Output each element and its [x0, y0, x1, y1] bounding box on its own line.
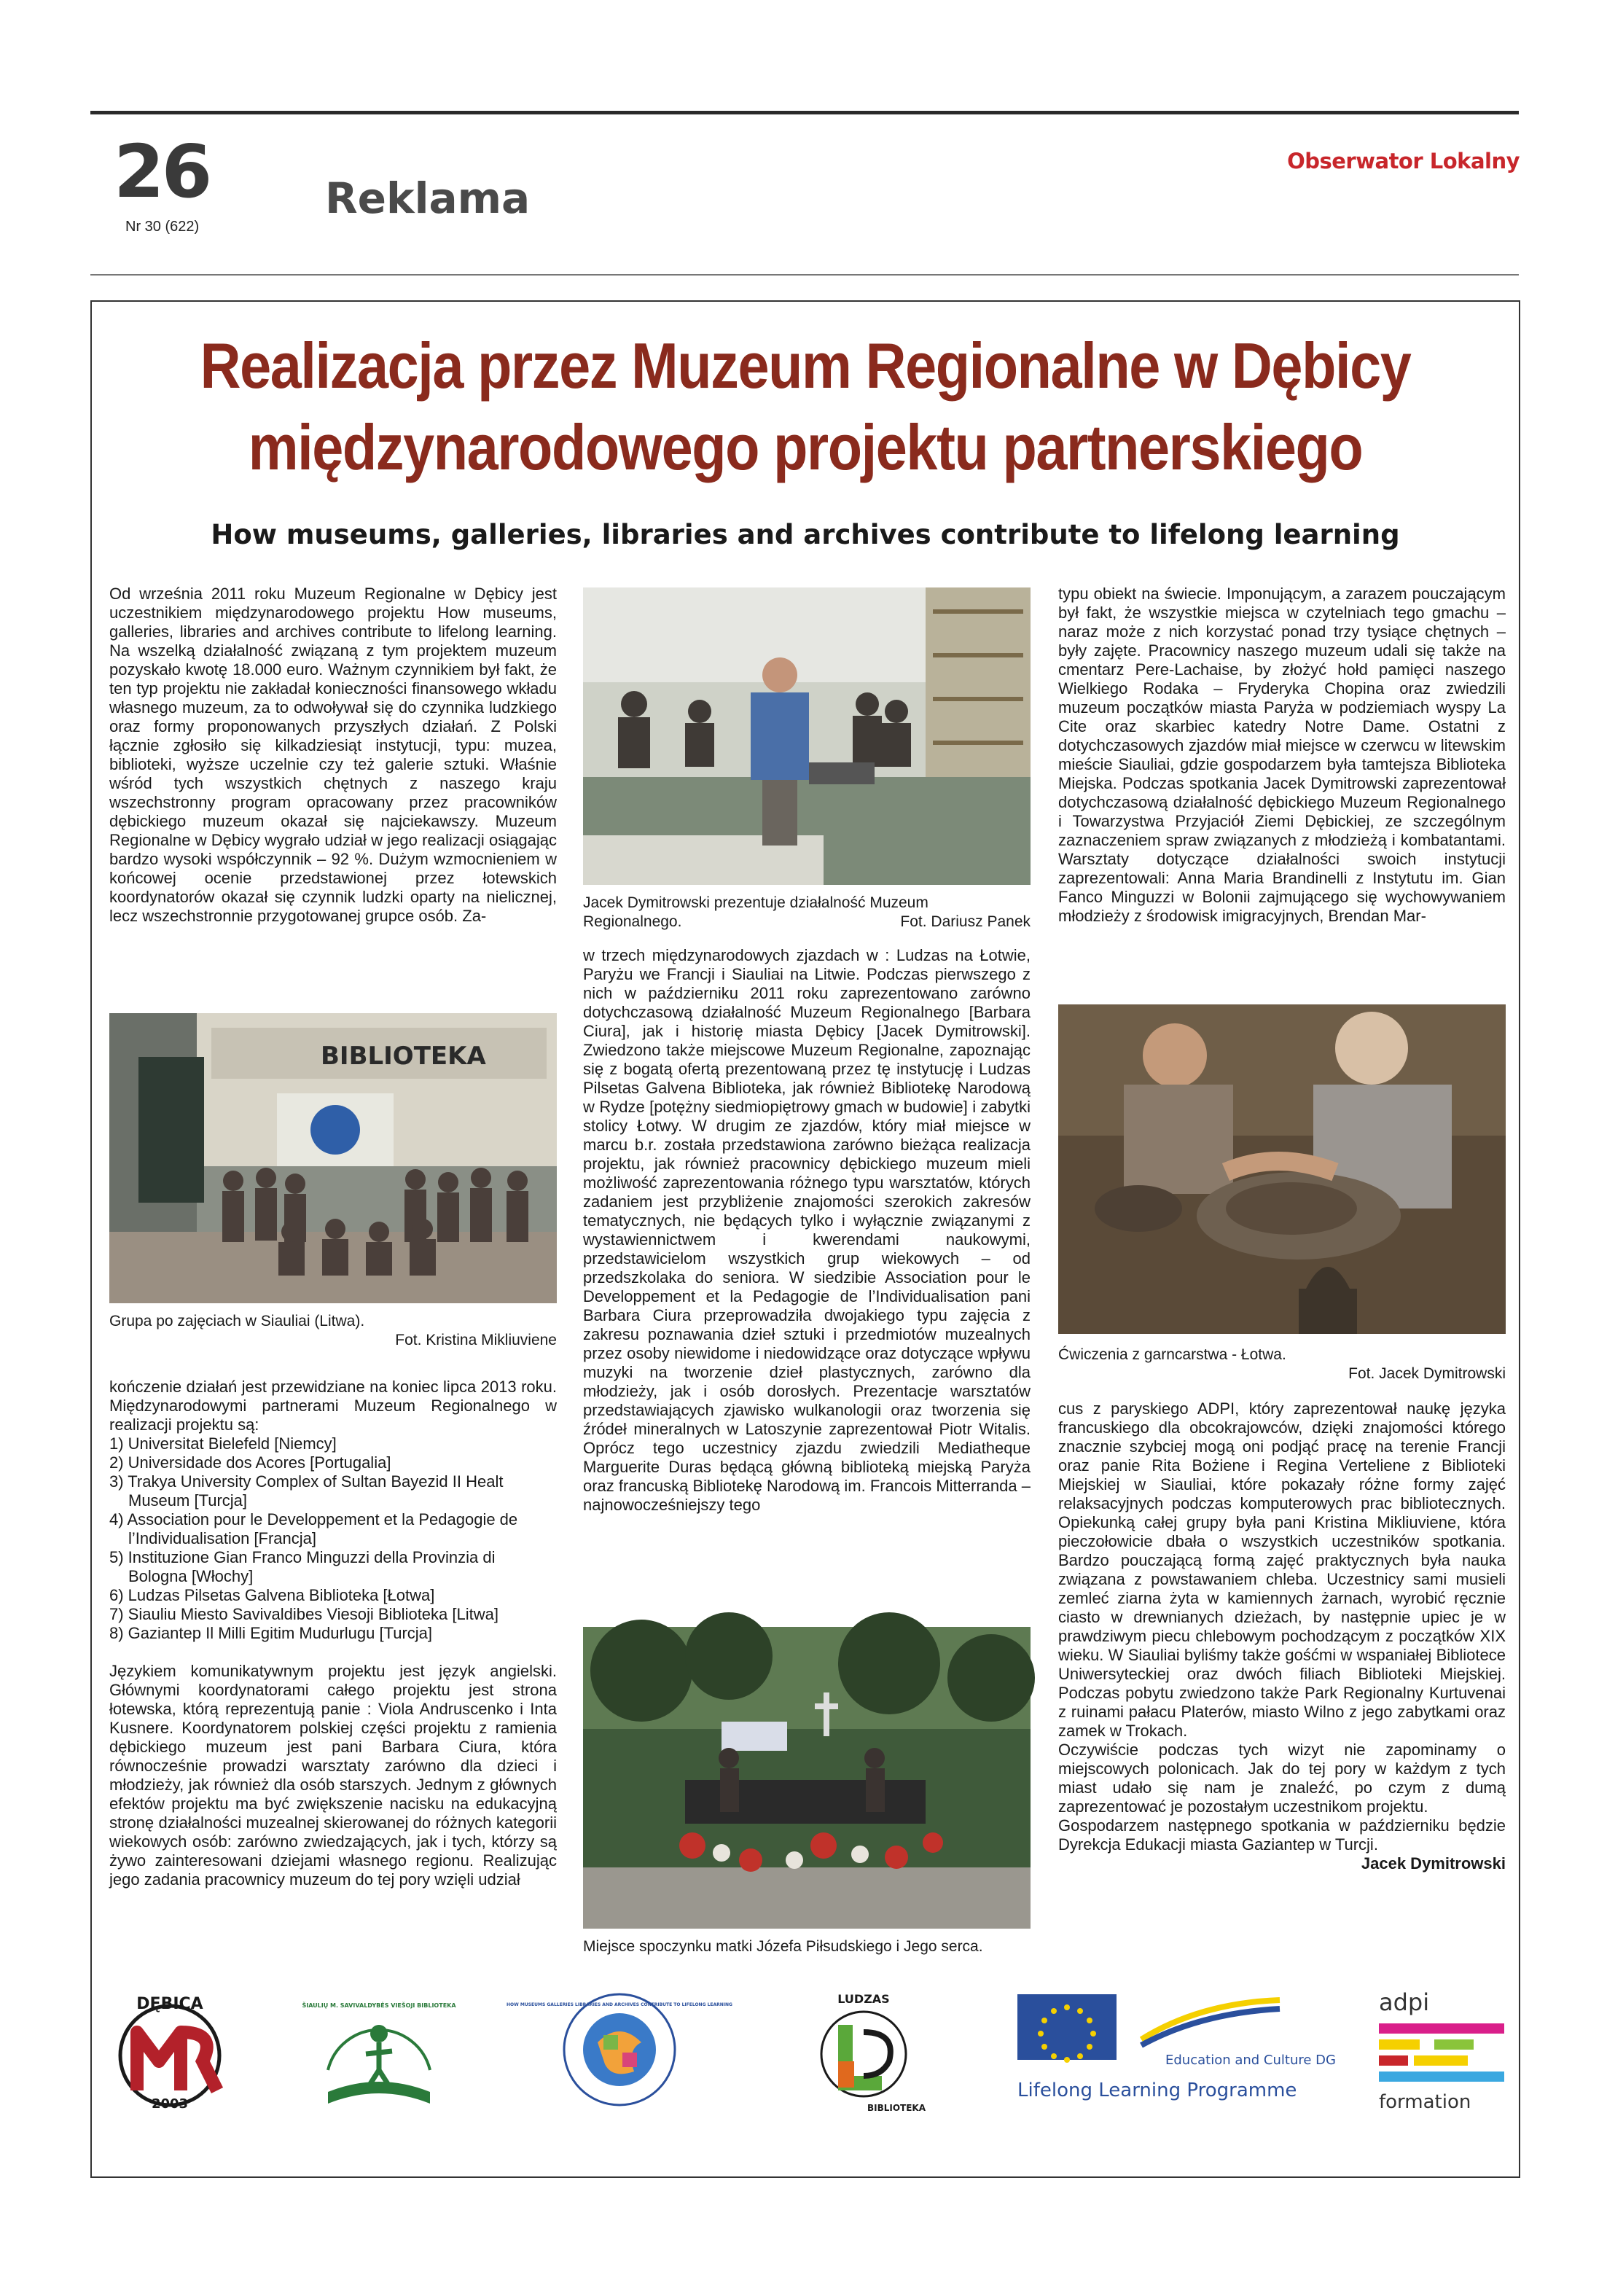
- column-2: [583, 946, 1031, 1515]
- caption-text: Jacek Dymitrowski prezentuje działalność Muzeum Regionalnego.: [583, 894, 928, 930]
- presentation-photo-caption: [583, 894, 1031, 932]
- siauliai-logo-text: ŠIAULIŲ M. SAVIVALDYBĖS VIEŠOJI BIBLIOTEKA: [302, 2002, 456, 2009]
- partner-item: 1) Universitat Bielefeld [Niemcy]: [109, 1434, 337, 1453]
- adpi-logo-bottom: formation: [1379, 2091, 1471, 2113]
- grave-photo-caption: [583, 1937, 1031, 1956]
- partner-item: 3) Trakya University Complex of Sultan Bayezid II Healt Museum [Turcja]: [109, 1472, 504, 1510]
- pottery-photo: [1058, 1004, 1506, 1334]
- issue-number: Nr 30 (622): [125, 219, 200, 235]
- paragraph: Od września 2011 roku Muzeum Regionalne w Dębicy jest uczestnikiem międzynarodowego projektu How museums, galleries, libraries and archives contribute to lifelong learning. Na wszelką działalność związaną z tym projektem muzeum pozyskało kwotę 18.000 euro. Ważnym czynnikiem był fakt, że ten typ projektu nie zakładał konieczności finansowego wkładu własnego muzeum, za to odwoływał się do czynnika ludzkiego oraz formy proponowanych przyszłych działań. Z Polski łącznie zgłosiło się kilkadziesiąt instytucji, typu: muzea, biblioteki, wyższe uczelnie czy też galerie sztuki. Właśnie wśród tych wszystkich chętnych z naszego kraju wszechstronny program opracowany przez pracowników dębickiego muzeum okazał się najciekawszy. Muzeum Regionalne w Dębicy wygrało udział w jego realizacji osiągając bardzo wysoki współczynnik – 92 %. Dużym wzmocnieniem w końcowej ocenie przedstawionej przez łotewskich koordynatorów okazał się czynnik ludzki oparty na nielicznej, lecz wszechstronnie przygotowanej grupce osób. Za-: [109, 585, 557, 925]
- partner-item: 8) Gaziantep Il Milli Egitim Mudurlugu [Turcja]: [109, 1624, 433, 1642]
- grave-photo: [583, 1627, 1031, 1929]
- ludzas-logo-bottom: BIBLIOTEKA: [867, 2103, 926, 2113]
- paragraph: Językiem komunikatywnym projektu jest język angielski. Głównymi koordynatorami całego projektu jest strona łotewska, którą reprezentują panie : Viola Andruscenko i Inta Kusnere. Koordynatorem polskiej części projektu z ramienia dębickiego muzeum jest pani Barbara Ciura, która równocześnie prowadzi warsztaty zarówno dla dzieci i młodzieży, jak również dla osób starszych. Jednym z głównych efektów projektu ma być zwiększenie nacisku na edukacyjną stronę działalności muzealnej skierowanej do różnych kategorii wiekowych osób: zarówno zwiedzających, jak i tych, którzy są żywo zainteresowani dziejami własnego regionu. Realizując jego zadania pracownicy muzeum do tej pory wzięli udział: [109, 1662, 557, 1889]
- caption-text: Miejsce spoczynku matki Józefa Piłsudskiego i Jego serca.: [583, 1938, 983, 1955]
- column-3-bottom: [1058, 1399, 1506, 1873]
- paragraph: typu obiekt na świecie. Imponującym, a zarazem pouczającym był fakt, że wszystkie miejsca w czytelniach tego gmachu – naraz może z nich korzystać ponad trzy tysiące chętnych – były zajęte. Pracownicy naszego muzeum udali się także na cmentarz Pere-Lachaise, by złożyć hołd pamięci naszego Wielkiego Rodaka – Fryderyka Chopina oraz zwiedzili muzeum początków miasta Paryża w podziemiach wyspy La Cite oraz skarbiec katedry Notre Dame. Ostatni z dotychczasowych zjazdów miał miejsce w czerwcu w litewskim mieście Siauliai, gdzie gospodarzem była tamtejsza Biblioteka Miejska. Podczas spotkania Jacek Dymitrowski zaprezentował dotychczasową działalność dębickiego Muzeum Regionalnego i Towarzystwa Przyjaciół Ziemi Dębickiej, ze szczególnym zaznaczeniem spraw związanych z młodzieżą i kombatantami. Warsztaty dotyczące działalności swoich instytucji zaprezentowali: Anna Maria Brandinelli z Instytutu im. Gian Fanco Minguzzi w Bolonii zajmującego się wychowywaniem młodzieży z środowisk imigracyjnych, Brendan Mar-: [1058, 585, 1506, 925]
- photo-credit: Fot. Dariusz Panek: [900, 913, 1031, 930]
- group-photo-caption: [109, 1312, 557, 1350]
- paragraph: cus z paryskiego ADPI, który zaprezentował naukę języka francuskiego dla obcokrajowców, dzięki znajomości którego znacznie szybciej mogą oni podjąć pracę na terenie Francji oraz panie Rita Bożiene i Regina Verteliene z Biblioteki Miejskiej w Siauliai, które pokazały różne formy zajęć relaksacyjnych podczas komputerowych prac bibliotecznych. Opiekunką całej grupy była pani Kristina Mikliuviene, która pieczołowicie dbała o wszystkich uczestników spotkania. Bardzo pouczającą formą zajęć praktycznych była nauka związana z powstawaniem chleba. Uczestnicy sami musieli zemleć ziarna żyta w kamiennych żarnach, wyrobić ręcznie ciasto w drewnianych dzieżach, by następnie upiec je w prawdziwym piecu chlebowym pochodzącym z początków XIX wieku. W Siauliai byliśmy także gośćmi w wspaniałej Bibliotece Uniwersyteckiej oraz dwóch filiach Biblioteki Miejskiej. Podczas pobytu zwiedzono także Park Regionalny Kurtuvenai z ruinami pałacu Platerów, miasto Wilno z jego zabytkami oraz zamek w Trokach.: [1058, 1399, 1506, 1740]
- presentation-photo: [583, 587, 1031, 885]
- partner-item: 6) Ludzas Pilsetas Galvena Biblioteka [Łotwa]: [109, 1586, 435, 1604]
- adpi-formation-logo: [1377, 1988, 1509, 2117]
- partner-item: 4) Association pour le Developpement et la Pedagogie de l’Individualisation [Francja]: [109, 1510, 518, 1547]
- page-number: 26: [114, 129, 210, 214]
- partner-item: 7) Siauliu Miesto Savivaldibes Viesoji Biblioteka [Litwa]: [109, 1605, 498, 1623]
- partner-item: 2) Universidade dos Acores [Portugalia]: [109, 1453, 391, 1472]
- newspaper-name: Obserwator Lokalny: [1287, 149, 1520, 173]
- article-headline: [176, 325, 1435, 488]
- photo-credit: Fot. Kristina Mikliuviene: [395, 1332, 557, 1348]
- paragraph: Gospodarzem następnego spotkania w październiku będzie Dyrekcja Edukacji miasta Gaziantep w Turcji.: [1058, 1816, 1506, 1854]
- debica-museum-logo: [108, 1988, 232, 2112]
- top-rule: [90, 111, 1519, 114]
- presentation-photo-image: [583, 587, 1031, 885]
- ludzas-library-logo: [802, 1988, 926, 2114]
- partner-item: 5) Instituzione Gian Franco Minguzzi della Provinzia di Bologna [Włochy]: [109, 1548, 496, 1585]
- header-rule: [90, 274, 1519, 276]
- article-author: Jacek Dymitrowski: [1361, 1854, 1506, 1873]
- article-subheadline: How museums, galleries, libraries and archives contribute to lifelong learning: [211, 519, 1400, 550]
- grave-photo-image: [583, 1627, 1031, 1929]
- library-sign: BIBLIOTEKA: [321, 1042, 486, 1071]
- caption-text: Ćwiczenia z garncarstwa - Łotwa.: [1058, 1346, 1286, 1363]
- group-photo: [109, 1013, 557, 1303]
- paragraph: Oczywiście podczas tych wizyt nie zapominamy o miejscowych polonicach. Jak do tej pory w każdym z tych miast udało się nam je znaleźć, po czym z dumą zaprezentować je pozostałym uczestnikom projektu.: [1058, 1741, 1506, 1816]
- project-logo: [507, 1991, 732, 2108]
- pottery-photo-caption: [1058, 1346, 1506, 1383]
- paragraph: kończenie działań jest przewidziane na koniec lipca 2013 roku. Międzynarodowymi partnerami Muzeum Regionalnego w realizacji projektu są:: [109, 1378, 557, 1434]
- eu-lifelong-learning-logo: [1017, 1988, 1336, 2112]
- headline-line-2: międzynarodowego projektu partnerskiego: [248, 411, 1363, 483]
- paragraph: w trzech międzynarodowych zjazdach w : Ludzas na Łotwie, Paryżu we Francji i Siauliai na Litwie. Podczas pierwszego z nich w październiku 2011 roku zaprezentowano zarówno dotychczasową działalność Muzeum Regionalnego [Barbara Ciura], jak i historię miasta Dębicy [Jacek Dymitrowski]. Zwiedzono także miejscowe Muzeum Regionalne, zapoznając się z bogatą ofertą prezentowaną przez tę instytucję i Ludzas Pilsetas Galvena Biblioteka, jak również Bibliotekę Narodową w Rydze [potężny siedmiopiętrowy gmach w budowie] i zabytki stolicy Łotwy. W drugim ze zjazdów, który miał miejsce w marcu b.r. została przedstawiona zarówno bieżąca realizacja projektu, jak również pracownicy dębickiego muzeum mieli możliwość zaprezentowania różnego typu warsztatów, których zadaniem jest przybliżenie znajomości szerokich zakresów tematycznych, nie będących tylko i wyłącznie związanymi z wystawiennictwem i kwerendami naukowymi, przedstawicielom wszystkich grup wiekowych – od przedszkolaka do seniora. W siedzibie Association pour le Developpement et la Pedagogie de l’Individualisation pani Barbara Ciura przeprowadziła dwojakiego typu zajęcia z zakresu poznawania dzieł sztuki i przedmiotów muzealnych przez osoby niewidome i niedowidzące oraz dotyczące wpływu muzyki na tworzenie dzieł plastycznych, zarówno dla młodzieży, jak i osób dorosłych. Prezentacje warsztatów przedstawiających zjawisko wulkanologii oraz tworzenia się źródeł mineralnych w Latoszynie zaprezentował Piotr Witalis. Oprócz tego uczestnicy zjazdu zwiedzili Mediatheque Marguerite Duras będącą główną biblioteką miejską Paryża oraz francuską Bibliotekę Narodową im. Francois Mitterranda – najnowocześniejszy tego: [583, 946, 1031, 1514]
- caption-text: Grupa po zajęciach w Siauliai (Litwa).: [109, 1313, 365, 1329]
- eu-programme-text: Lifelong Learning Programme: [1017, 2080, 1297, 2101]
- column-1-bottom: [109, 1378, 557, 1889]
- adpi-logo-top: adpi: [1379, 1988, 1430, 2016]
- column-1-top: [109, 585, 557, 926]
- headline-line-1: Realizacja przez Muzeum Regionalne w Dębicy: [200, 329, 1411, 402]
- debica-logo-year: 2003: [151, 2096, 189, 2112]
- project-logo-text: HOW MUSEUMS GALLERIES LIBRARIES AND ARCHIVES CONTRIBUTE TO LIFELONG LEARNING: [507, 2002, 732, 2007]
- section-title: Reklama: [325, 173, 531, 223]
- column-3-top: [1058, 585, 1506, 926]
- pottery-photo-image: [1058, 1004, 1506, 1334]
- siauliai-library-logo: [302, 1990, 456, 2114]
- debica-logo-name: DĘBICA: [136, 1995, 203, 2013]
- photo-credit: Fot. Jacek Dymitrowski: [1348, 1365, 1506, 1382]
- eu-dg-text: Education and Culture DG: [1165, 2053, 1336, 2068]
- group-photo-image: [109, 1013, 557, 1303]
- ludzas-logo-top: LUDZAS: [837, 1992, 890, 2006]
